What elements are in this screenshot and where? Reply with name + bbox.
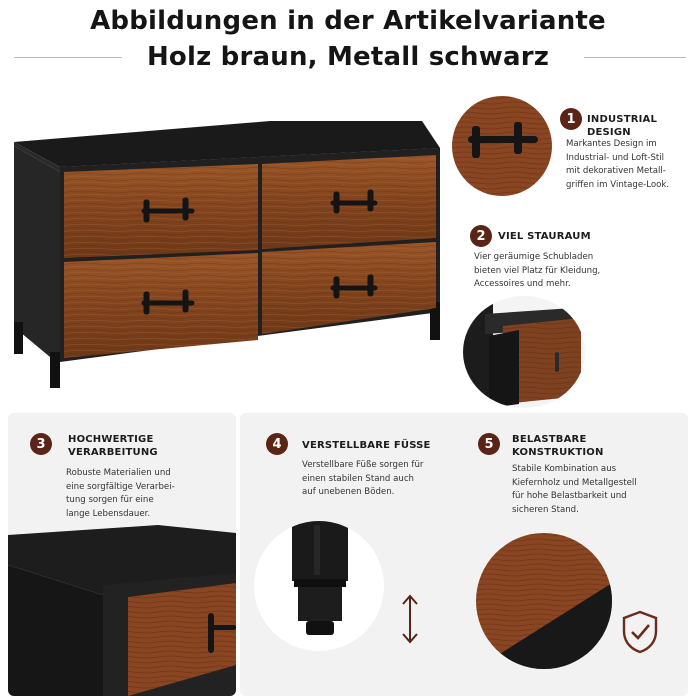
feature-4-image — [254, 521, 384, 651]
header-title-line-2: Holz braun, Metall schwarz — [146, 42, 550, 72]
feature-3-card — [8, 413, 236, 696]
title-right-rule — [584, 57, 686, 58]
shield-check-icon — [620, 609, 660, 655]
feature-1-title: INDUSTRIAL DESIGN — [587, 114, 658, 138]
feature-2-text: Vier geräumige Schubladen bieten viel Platz für Kleidung, Accessoires und mehr. — [474, 252, 601, 290]
dresser-main-image — [8, 112, 448, 394]
up-down-arrow-icon — [400, 593, 420, 645]
feature-5-image — [476, 533, 612, 669]
feature-2-title: VIEL STAURAUM — [498, 231, 591, 242]
feature-1-badge: 1 — [560, 108, 582, 130]
feature-3-text: Robuste Materialien und eine sorgfältige Verarbei- tung sorgen für eine lange Lebensdauer. — [66, 468, 175, 519]
feature-2-image — [463, 296, 585, 408]
feature-4-title: VERSTELLBARE FÜSSE — [302, 440, 431, 451]
feature-4-badge: 4 — [266, 433, 288, 455]
feature-5-badge: 5 — [478, 433, 500, 455]
feature-3-badge: 3 — [30, 433, 52, 455]
feature-5-title: BELASTBARE KONSTRUKTION — [512, 434, 604, 458]
feature-3-title: HOCHWERTIGE VERARBEITUNG — [68, 434, 158, 458]
feature-1-image — [452, 96, 552, 196]
feature-1-text: Markantes Design im Industrial- und Loft-Stil mit dekorativen Metall- griffen im Vintage-Look. — [566, 139, 670, 190]
feature-4-card — [240, 413, 468, 696]
feature-2-badge: 2 — [470, 225, 492, 247]
feature-4-text: Verstellbare Füße sorgen für einen stabilen Stand auch auf unebenen Böden. — [302, 460, 424, 498]
feature-5-card — [460, 413, 688, 696]
feature-3-image — [8, 525, 236, 696]
header-title-line-1: Abbildungen in der Artikelvariante — [90, 6, 606, 36]
feature-5-text: Stabile Kombination aus Kiefernholz und Metallgestell für hohe Belastbarkeit und sicheren Stand. — [512, 464, 637, 515]
